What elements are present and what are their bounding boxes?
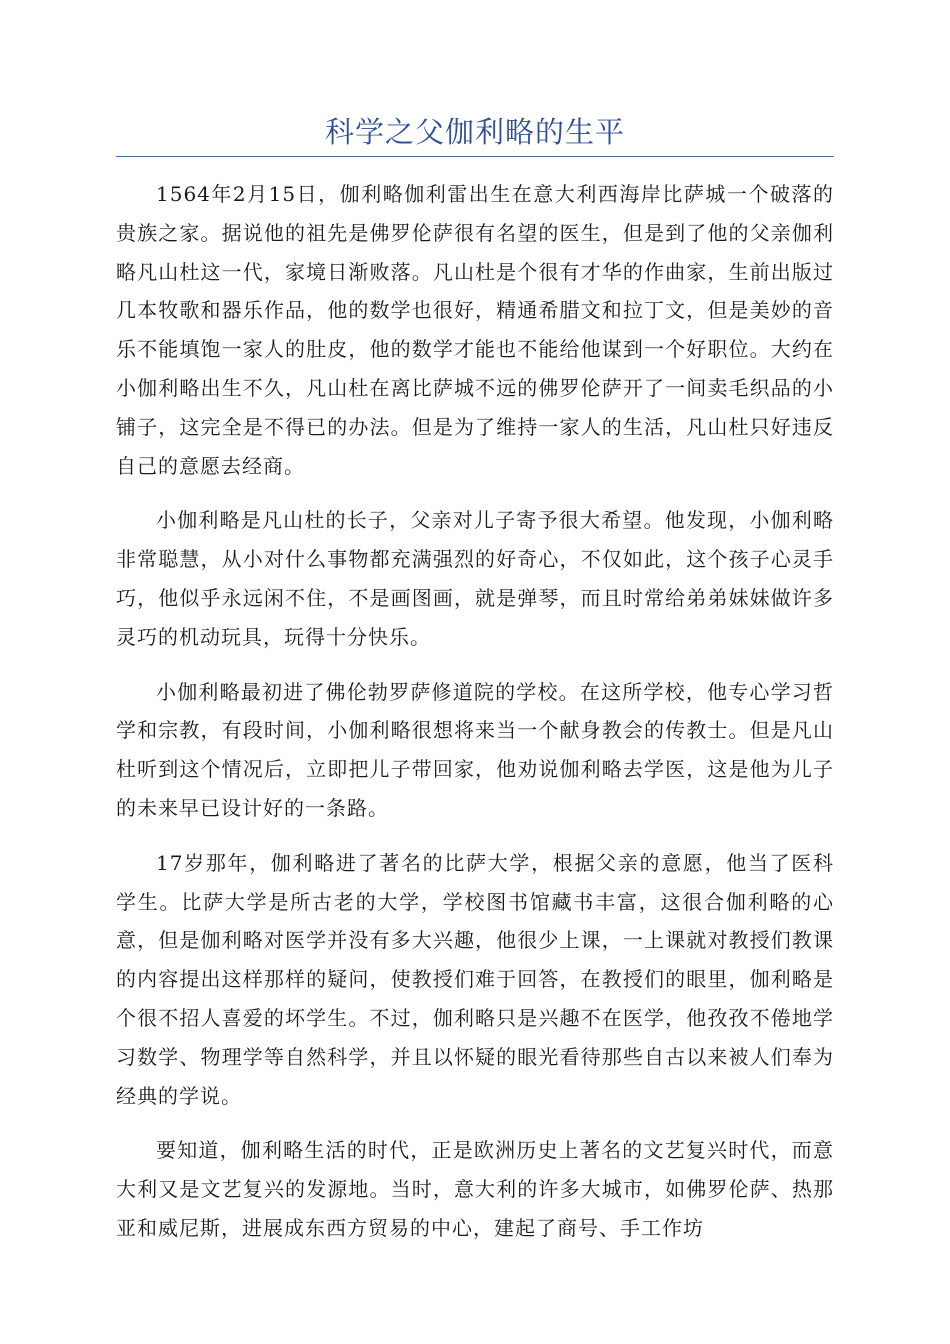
paragraph-4: 17岁那年，伽利略进了著名的比萨大学，根据父亲的意愿，他当了医科学生。比萨大学是所古老的大学，学校图书馆藏书丰富，这很合伽利略的心意，但是伽利略对医学并没有多大兴趣，他很少上课，一上课就对教授们教课的内容提出这样那样的疑问，使教授们难于回答，在教授们的眼里，伽利略是个很不招人喜爱的坏学生。不过，伽利略只是兴趣不在医学，他孜孜不倦地学习数学、物理学等自然科学，并且以怀疑的眼光看待那些自古以来被人们奉为经典的学说。 bbox=[116, 850, 834, 1108]
title-section bbox=[116, 112, 834, 157]
document-title: 科学之父伽利略的生平 bbox=[324, 115, 625, 149]
paragraph-1: 1564年2月15日，伽利略伽利雷出生在意大利西海岸比萨城一个破落的贵族之家。据说他的祖先是佛罗伦萨很有名望的医生，但是到了他的父亲伽利略凡山杜这一代，家境日渐败落。凡山杜是个很有才华的作曲家，生前出版过几本牧歌和器乐作品，他的数学也很好，精通希腊文和拉丁文，但是美妙的音乐不能填饱一家人的肚皮，他的数学才能也不能给他谋到一个好职位。大约在小伽利略出生不久，凡山杜在离比萨城不远的佛罗伦萨开了一间卖毛织品的小铺子，这完全是不得已的办法。但是为了维持一家人的生活，凡山杜只好违反自己的意愿去经商。 bbox=[116, 182, 834, 478]
paragraph-2: 小伽利略是凡山杜的长子，父亲对儿子寄予很大希望。他发现，小伽利略非常聪慧，从小对什么事物都充满强烈的好奇心，不仅如此，这个孩子心灵手巧，他似乎永远闲不住，不是画图画，就是弹琴，而且时常给弟弟妹妹做许多灵巧的机动玩具，玩得十分快乐。 bbox=[116, 508, 834, 649]
paragraph-3: 小伽利略最初进了佛伦勃罗萨修道院的学校。在这所学校，他专心学习哲学和宗教，有段时间，小伽利略很想将来当一个献身教会的传教士。但是凡山杜听到这个情况后，立即把儿子带回家，他劝说伽利略去学医，这是他为儿子的未来早已设计好的一条路。 bbox=[116, 679, 834, 820]
document-body bbox=[116, 175, 834, 1264]
paragraph-5: 要知道，伽利略生活的时代，正是欧洲历史上著名的文艺复兴时代，而意大利又是文艺复兴的发源地。当时，意大利的许多大城市，如佛罗伦萨、热那亚和威尼斯，进展成东西方贸易的中心，建起了商号、手工作坊 bbox=[116, 1138, 834, 1240]
